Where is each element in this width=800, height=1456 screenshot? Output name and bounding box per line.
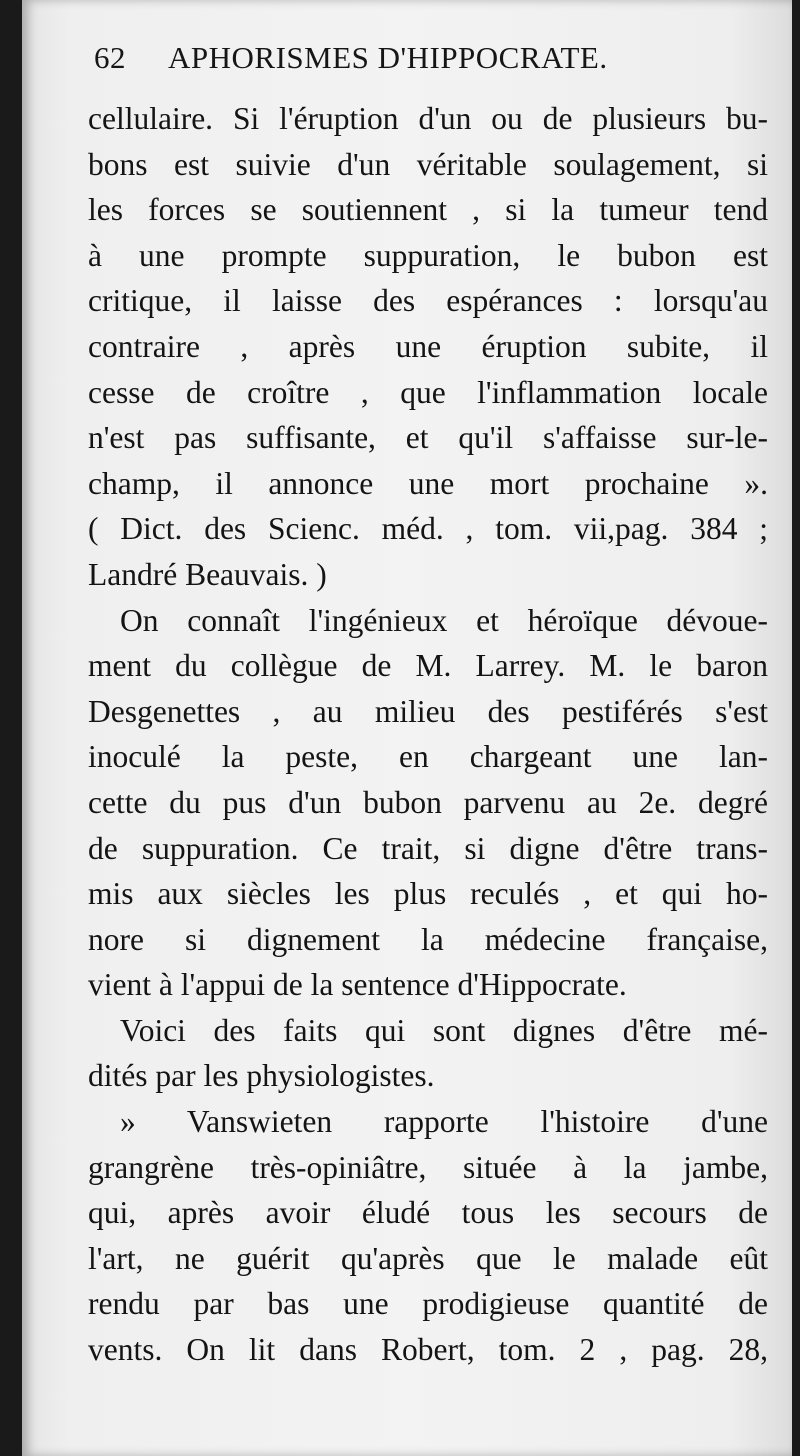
text-line: mis aux siècles les plus reculés , et qui ho- (88, 876, 768, 912)
text-line: grangrène très-opiniâtre, située à la jambe, (88, 1149, 768, 1185)
text-line: l'art, ne guérit qu'après que le malade eût (88, 1240, 768, 1276)
text-line: inoculé la peste, en chargeant une lan- (88, 739, 768, 775)
text-line: critique, il laisse des espérances : lorsqu'au (88, 283, 768, 319)
text-line: rendu par bas une prodigieuse quantité de (88, 1286, 768, 1322)
text-line: Voici des faits qui sont dignes d'être mé- (120, 1012, 768, 1048)
text-line: ( Dict. des Scienc. méd. , tom. vii,pag. 384 ; (88, 511, 768, 547)
text-line: cette du pus d'un bubon parvenu au 2e. degré (88, 784, 768, 820)
text-line: cellulaire. Si l'éruption d'un ou de plusieurs bu- (88, 101, 768, 136)
text-line: vents. On lit dans Robert, tom. 2 , pag. 28, (88, 1332, 768, 1368)
text-line: Landré Beauvais. ) (88, 556, 327, 592)
text-line: Desgenettes , au milieu des pestiférés s'est (88, 693, 768, 729)
text-line: champ, il annonce une mort prochaine ». (88, 465, 768, 501)
text-line: On connaît l'ingénieux et héroïque dévoue- (120, 602, 768, 638)
body-text (88, 96, 768, 1373)
page-header (94, 40, 754, 90)
text-line: les forces se soutiennent , si la tumeur tend (88, 192, 768, 228)
text-line: de suppuration. Ce trait, si digne d'être trans- (88, 830, 768, 866)
page-number: 62 (94, 40, 126, 75)
text-line: nore si dignement la médecine française, (88, 921, 768, 957)
text-line: qui, après avoir éludé tous les secours de (88, 1195, 768, 1231)
text-line: bons est suivie d'un véritable soulagement, si (88, 146, 768, 182)
text-line: n'est pas suffisante, et qu'il s'affaisse sur-le- (88, 420, 768, 456)
book-page (22, 0, 792, 1456)
text-line: ment du collègue de M. Larrey. M. le baron (88, 648, 768, 684)
running-title: APHORISMES D'HIPPOCRATE. (168, 40, 608, 75)
text-line: à une prompte suppuration, le bubon est (88, 237, 768, 273)
text-line: cesse de croître , que l'inflammation locale (88, 374, 768, 410)
text-line: dités par les physiologistes. (88, 1058, 435, 1094)
text-line: vient à l'appui de la sentence d'Hippocrate. (88, 967, 627, 1003)
text-line: contraire , après une éruption subite, il (88, 328, 768, 364)
text-line: » Vanswieten rapporte l'histoire d'une (120, 1104, 768, 1140)
